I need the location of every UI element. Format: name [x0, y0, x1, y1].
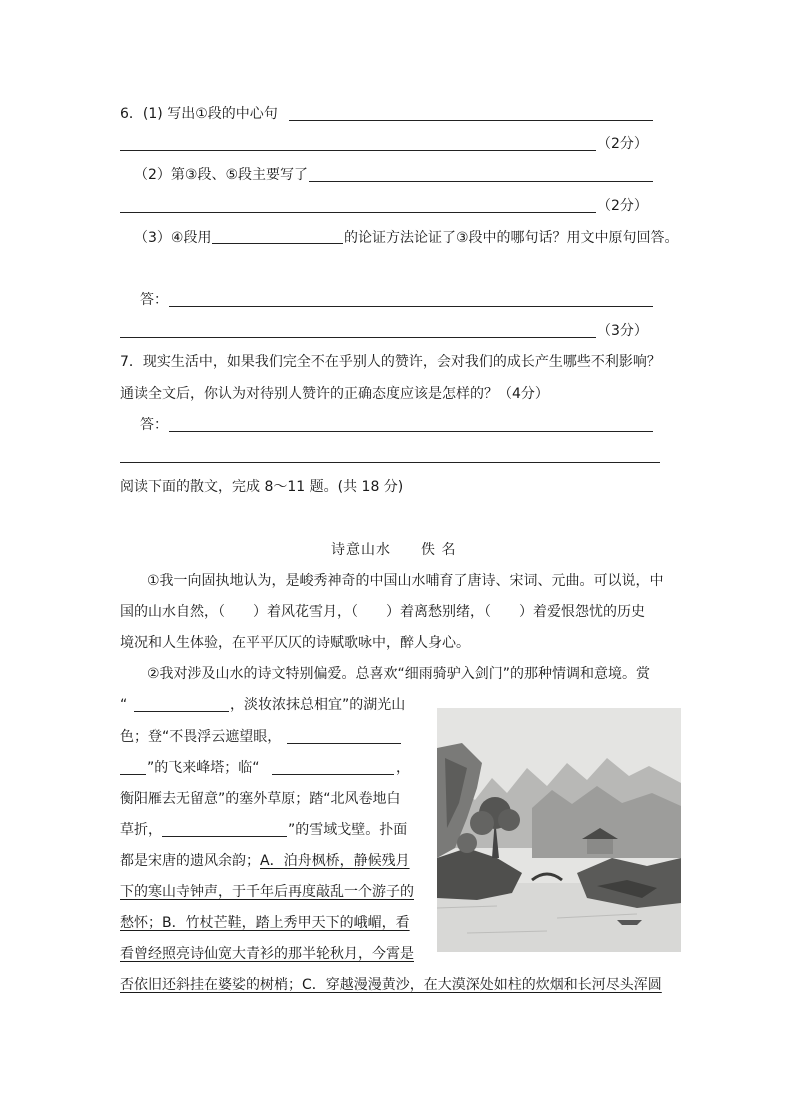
q6-part1-label: 6．(1) 写出①段的中心句: [120, 106, 278, 122]
para2-l4: 衡阳雁去无留意”的塞外草原；踏“北风卷地白: [120, 791, 401, 807]
para1-line1: ①我一向固执地认为，是峻秀神奇的中国山水哺育了唐诗、宋词、元曲。可以说，中: [147, 573, 664, 589]
poem-blank-2b[interactable]: [120, 774, 146, 775]
para1-line3: 境况和人生体验，在平平仄仄的诗赋歌咏中，醉人身心。: [120, 635, 470, 651]
essay-title: 诗意山水 佚 名: [331, 542, 457, 558]
q7-answer-blank-1[interactable]: [169, 431, 653, 432]
q6-part2-score: （2分）: [597, 198, 648, 214]
para1-line2: 国的山水自然，（ ）着风花雪月，（ ）着离愁别绪，（ ）着爱恨怨忧的历史: [120, 604, 645, 620]
q6-part3-prefix: （3）④段用: [134, 230, 212, 246]
poem-blank-4[interactable]: [162, 836, 287, 837]
para2-l3: ”的飞来峰塔；临“: [147, 760, 260, 776]
para2-l5b: ”的雪域戈壁。扑面: [288, 822, 408, 838]
q6-part3-score: （3分）: [597, 323, 648, 339]
q7-line2: 通读全文后，你认为对待别人赞许的正确态度应该是怎样的？（4分）: [120, 386, 549, 402]
q6-answer-blank-1[interactable]: [169, 306, 653, 307]
poem-blank-3[interactable]: [272, 774, 394, 775]
underlined-sentence-c: 否依旧还斜挂在婆娑的树梢；C．穿越漫漫黄沙，在大漠深处如柱的炊烟和长河尽头浑圆: [120, 977, 662, 993]
underlined-sentence-a-end: 下的寒山寺钟声，于千年后再度敲乱一个游子的: [120, 884, 414, 900]
underlined-line-8a: 愁怀；: [120, 915, 162, 931]
para2-l5a: 草折，: [120, 822, 162, 838]
q6-part1-score: （2分）: [597, 136, 648, 152]
q6-part2-blank-2[interactable]: [120, 212, 596, 213]
landscape-painting-image: [437, 708, 681, 952]
para2-l6a: 都是宋唐的遗风余韵；: [120, 853, 260, 869]
q6-answer-label: 答：: [140, 292, 168, 308]
q6-part3-method-blank[interactable]: [212, 243, 343, 244]
q7-line1: 7．现实生活中，如果我们完全不在乎别人的赞许，会对我们的成长产生哪些不利影响？: [120, 354, 661, 370]
underlined-sentence-b-mid: 看曾经照亮诗仙宽大青衫的那半轮秋月，今霄是: [120, 946, 414, 962]
underlined-sentence-b-start: B．竹杖芒鞋，踏上秀甲天下的峨嵋，看: [162, 915, 410, 931]
q6-part3-suffix: 的论证方法论证了③段中的哪句话？用文中原句回答。: [344, 230, 679, 246]
q6-part1-blank-1[interactable]: [289, 120, 653, 121]
q6-answer-blank-2[interactable]: [120, 337, 596, 338]
section-intro: 阅读下面的散文，完成 8～11 题。(共 18 分): [120, 479, 404, 495]
para2-l1-rest: ，淡妆浓抹总相宜”的湖光山: [230, 697, 406, 713]
underlined-sentence-a-start: A．泊舟枫桥，静候残月: [260, 853, 410, 869]
para2-line-first: ②我对涉及山水的诗文特别偏爱。总喜欢“细雨骑驴入剑门”的那种情调和意境。赏: [147, 666, 651, 682]
q7-answer-label: 答：: [140, 417, 168, 433]
para2-l3-comma: ，: [396, 760, 410, 776]
q6-part1-blank-2[interactable]: [120, 150, 596, 151]
para2-l2: 色；登“不畏浮云遮望眼，: [120, 729, 282, 745]
para2-l1-quote: “: [120, 697, 128, 713]
poem-blank-2a[interactable]: [287, 743, 401, 744]
q6-part2-blank-1[interactable]: [309, 181, 653, 182]
poem-blank-1[interactable]: [134, 711, 229, 712]
q7-answer-blank-2[interactable]: [120, 462, 660, 463]
q6-part2-label: （2）第③段、⑤段主要写了: [134, 167, 309, 183]
